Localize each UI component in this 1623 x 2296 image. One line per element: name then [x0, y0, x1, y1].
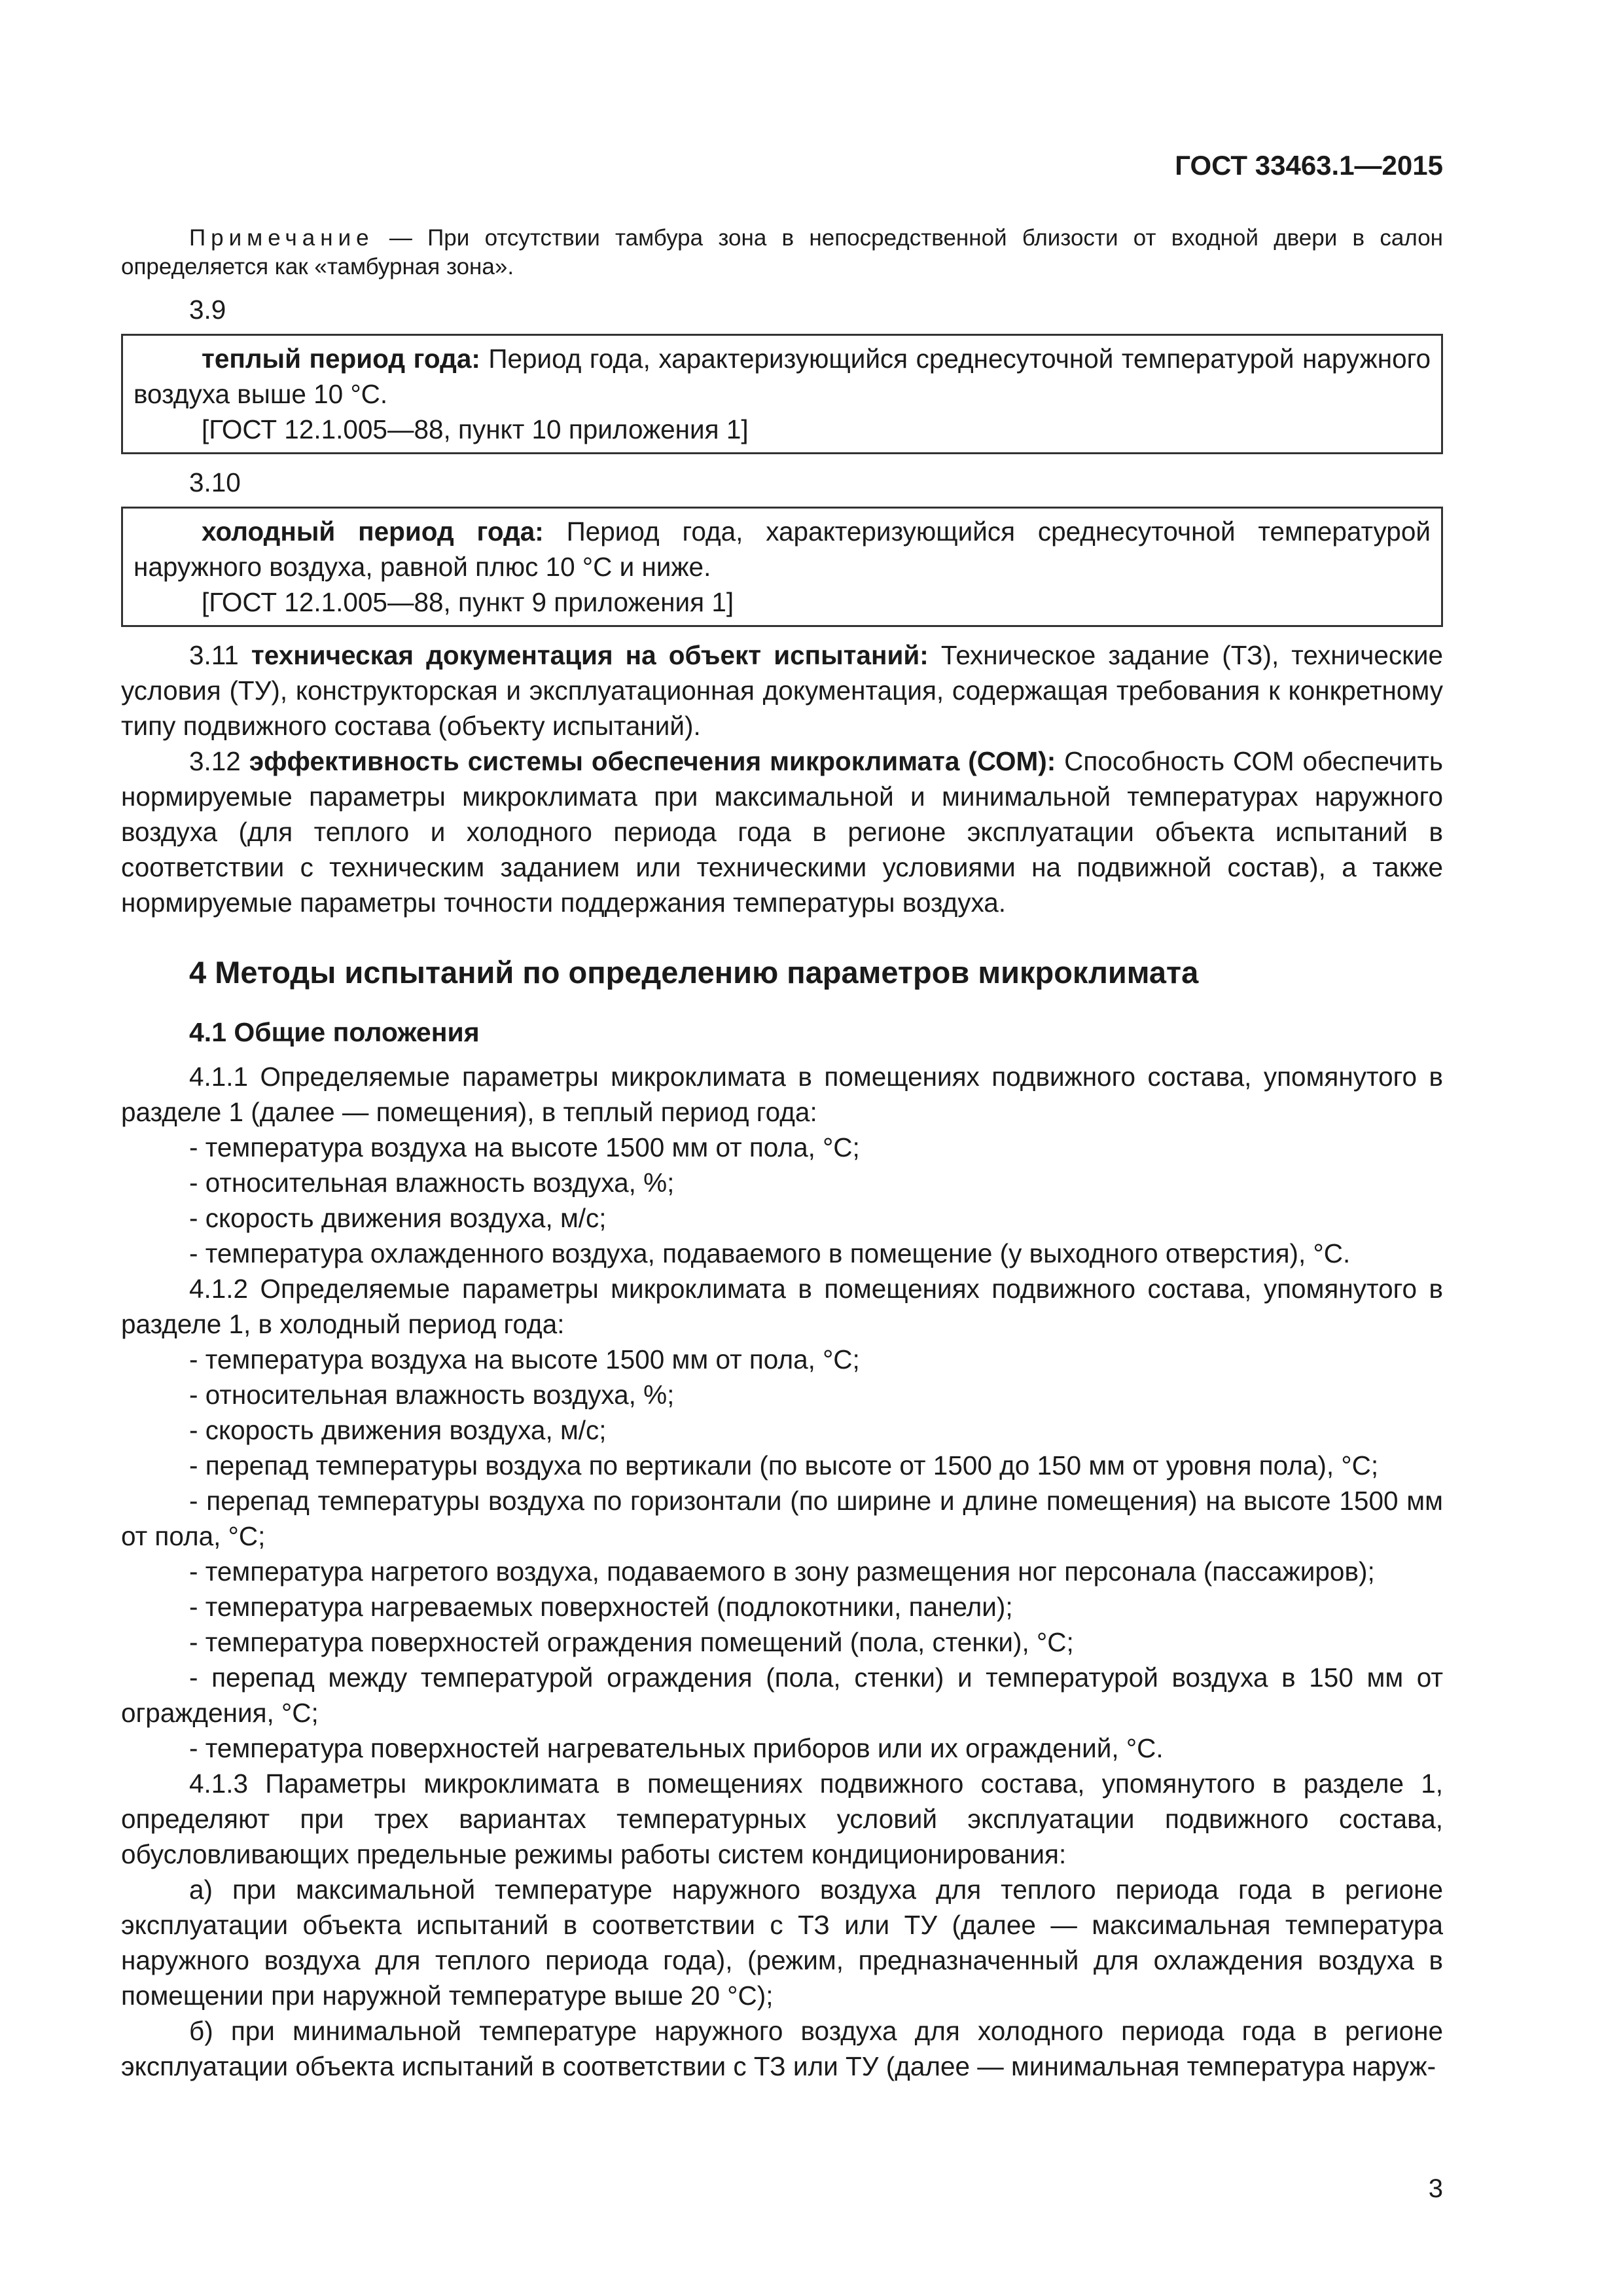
parameter-list-cold: [121, 1342, 1443, 1766]
definition-box: [121, 507, 1443, 627]
list-item: - температура охлажденного воздуха, подаваемого в помещение (у выходного отверстия), °С.: [189, 1238, 1351, 1268]
clause-paragraph: 4.1.3 Параметры микроклимата в помещениях подвижного состава, упомянутого в разделе 1, определяют при трех вариантах температурных условий эксплуатации подвижного состава, обусловливающих предельные режимы работы систем кондиционирования:: [121, 1768, 1443, 1869]
definition-source: [ГОСТ 12.1.005—88, пункт 9 приложения 1]: [202, 587, 734, 617]
definition-term: холодный период года:: [202, 516, 544, 547]
note-label: Примечание: [189, 225, 374, 251]
list-item: - перепад температуры воздуха по вертикали (по высоте от 1500 до 150 мм от уровня пола), °С;: [189, 1450, 1379, 1480]
list-item: - относительная влажность воздуха, %;: [189, 1380, 675, 1410]
term-text: Техническое задание (ТЗ), технические условия (ТУ), конструкторская и эксплуатационная документация, содержащая требования к конкретному типу подвижного состава (объекту испытаний).: [121, 640, 1443, 741]
list-item: - температура воздуха на высоте 1500 мм от пола, °С;: [189, 1132, 860, 1162]
document-page: [121, 0, 1443, 2296]
clause-subitem-a: а) при максимальной температуре наружного воздуха для теплого периода года в регионе эксплуатации объекта испытаний в соответствии с ТЗ или ТУ (далее — максимальная температура наружного воздуха для теплого периода года), (режим, предназначенный для охлаждения воздуха в помещении при наружной температуре выше 20 °С);: [121, 1874, 1443, 2011]
subsection-title: 4.1 Общие положения: [189, 1017, 480, 1047]
definition-number: 3.10: [189, 467, 241, 497]
list-item: - температура нагретого воздуха, подаваемого в зону размещения ног персонала (пассажиров);: [189, 1556, 1375, 1587]
term-number: 3.12: [189, 746, 249, 776]
list-item: - относительная влажность воздуха, %;: [189, 1168, 675, 1198]
list-item: - температура воздуха на высоте 1500 мм от пола, °С;: [189, 1344, 860, 1374]
list-item: - скорость движения воздуха, м/с;: [189, 1415, 607, 1445]
definition-paragraph: [134, 341, 1431, 412]
list-item: - температура поверхностей ограждения помещений (пола, стенки), °С;: [189, 1627, 1074, 1657]
term-name: эффективность системы обеспечения микроклимата (СОМ):: [249, 746, 1056, 776]
term-text: Способность СОМ обеспечить нормируемые параметры микроклимата при максимальной и минимальной температурах наружного воздуха (для теплого и холодного периода года в регионе эксплуатации объекта испытаний в соответствии с техническим заданием или техническими условиями на подвижной состав), а также нормируемые параметры точности поддержания температуры воздуха.: [121, 746, 1444, 918]
term-paragraph: [121, 744, 1443, 920]
definition-term: теплый период года:: [202, 344, 480, 374]
list-item: - перепад температуры воздуха по горизонтали (по ширине и длине помещения) на высоте 1500 мм от пола, °С;: [121, 1486, 1443, 1551]
term-number: 3.11: [189, 640, 251, 670]
definition-number: 3.9: [189, 295, 226, 325]
definition-paragraph: [134, 514, 1431, 584]
document-code: ГОСТ 33463.1—2015: [1175, 150, 1443, 181]
definition-box: [121, 334, 1443, 454]
list-item: - перепад между температурой ограждения (пола, стенки) и температурой воздуха в 150 мм от ограждения, °С;: [121, 1662, 1443, 1728]
definition-text: Период года, характеризующийся среднесуточной температурой наружного воздуха выше 10 °С.: [134, 344, 1431, 409]
clause-subitem-b: б) при минимальной температуре наружного воздуха для холодного периода года в регионе эксплуатации объекта испытаний в соответствии с ТЗ или ТУ (далее — минимальная температура наруж-: [121, 2016, 1443, 2081]
note-block: [121, 224, 1443, 281]
page-number: 3: [1428, 2174, 1443, 2203]
note-paragraph: [121, 224, 1443, 281]
section-title: 4 Методы испытаний по определению параметров микроклимата: [189, 955, 1199, 990]
list-item: - температура нагреваемых поверхностей (подлокотники, панели);: [189, 1592, 1013, 1622]
clause-paragraph: 4.1.2 Определяемые параметры микроклимата в помещениях подвижного состава, упомянутого в разделе 1, в холодный период года:: [121, 1274, 1443, 1339]
clause-paragraph: 4.1.1 Определяемые параметры микроклимата в помещениях подвижного состава, упомянутого в разделе 1 (далее — помещения), в теплый период года:: [121, 1062, 1443, 1127]
list-item: - температура поверхностей нагревательных приборов или их ограждений, °С.: [189, 1733, 1164, 1763]
list-item: - скорость движения воздуха, м/с;: [189, 1203, 607, 1233]
definition-source: [ГОСТ 12.1.005—88, пункт 10 приложения 1]: [202, 414, 749, 444]
page-content: [121, 224, 1443, 2084]
term-name: техническая документация на объект испытаний:: [251, 640, 929, 670]
definition-text: Период года, характеризующийся среднесуточной температурой наружного воздуха, равной плюс 10 °С и ниже.: [134, 516, 1431, 582]
parameter-list-warm: [121, 1130, 1443, 1271]
term-paragraph: [121, 637, 1443, 744]
note-text: — При отсутствии тамбура зона в непосредственной близости от входной двери в салон определяется как «тамбурная зона».: [121, 225, 1443, 279]
